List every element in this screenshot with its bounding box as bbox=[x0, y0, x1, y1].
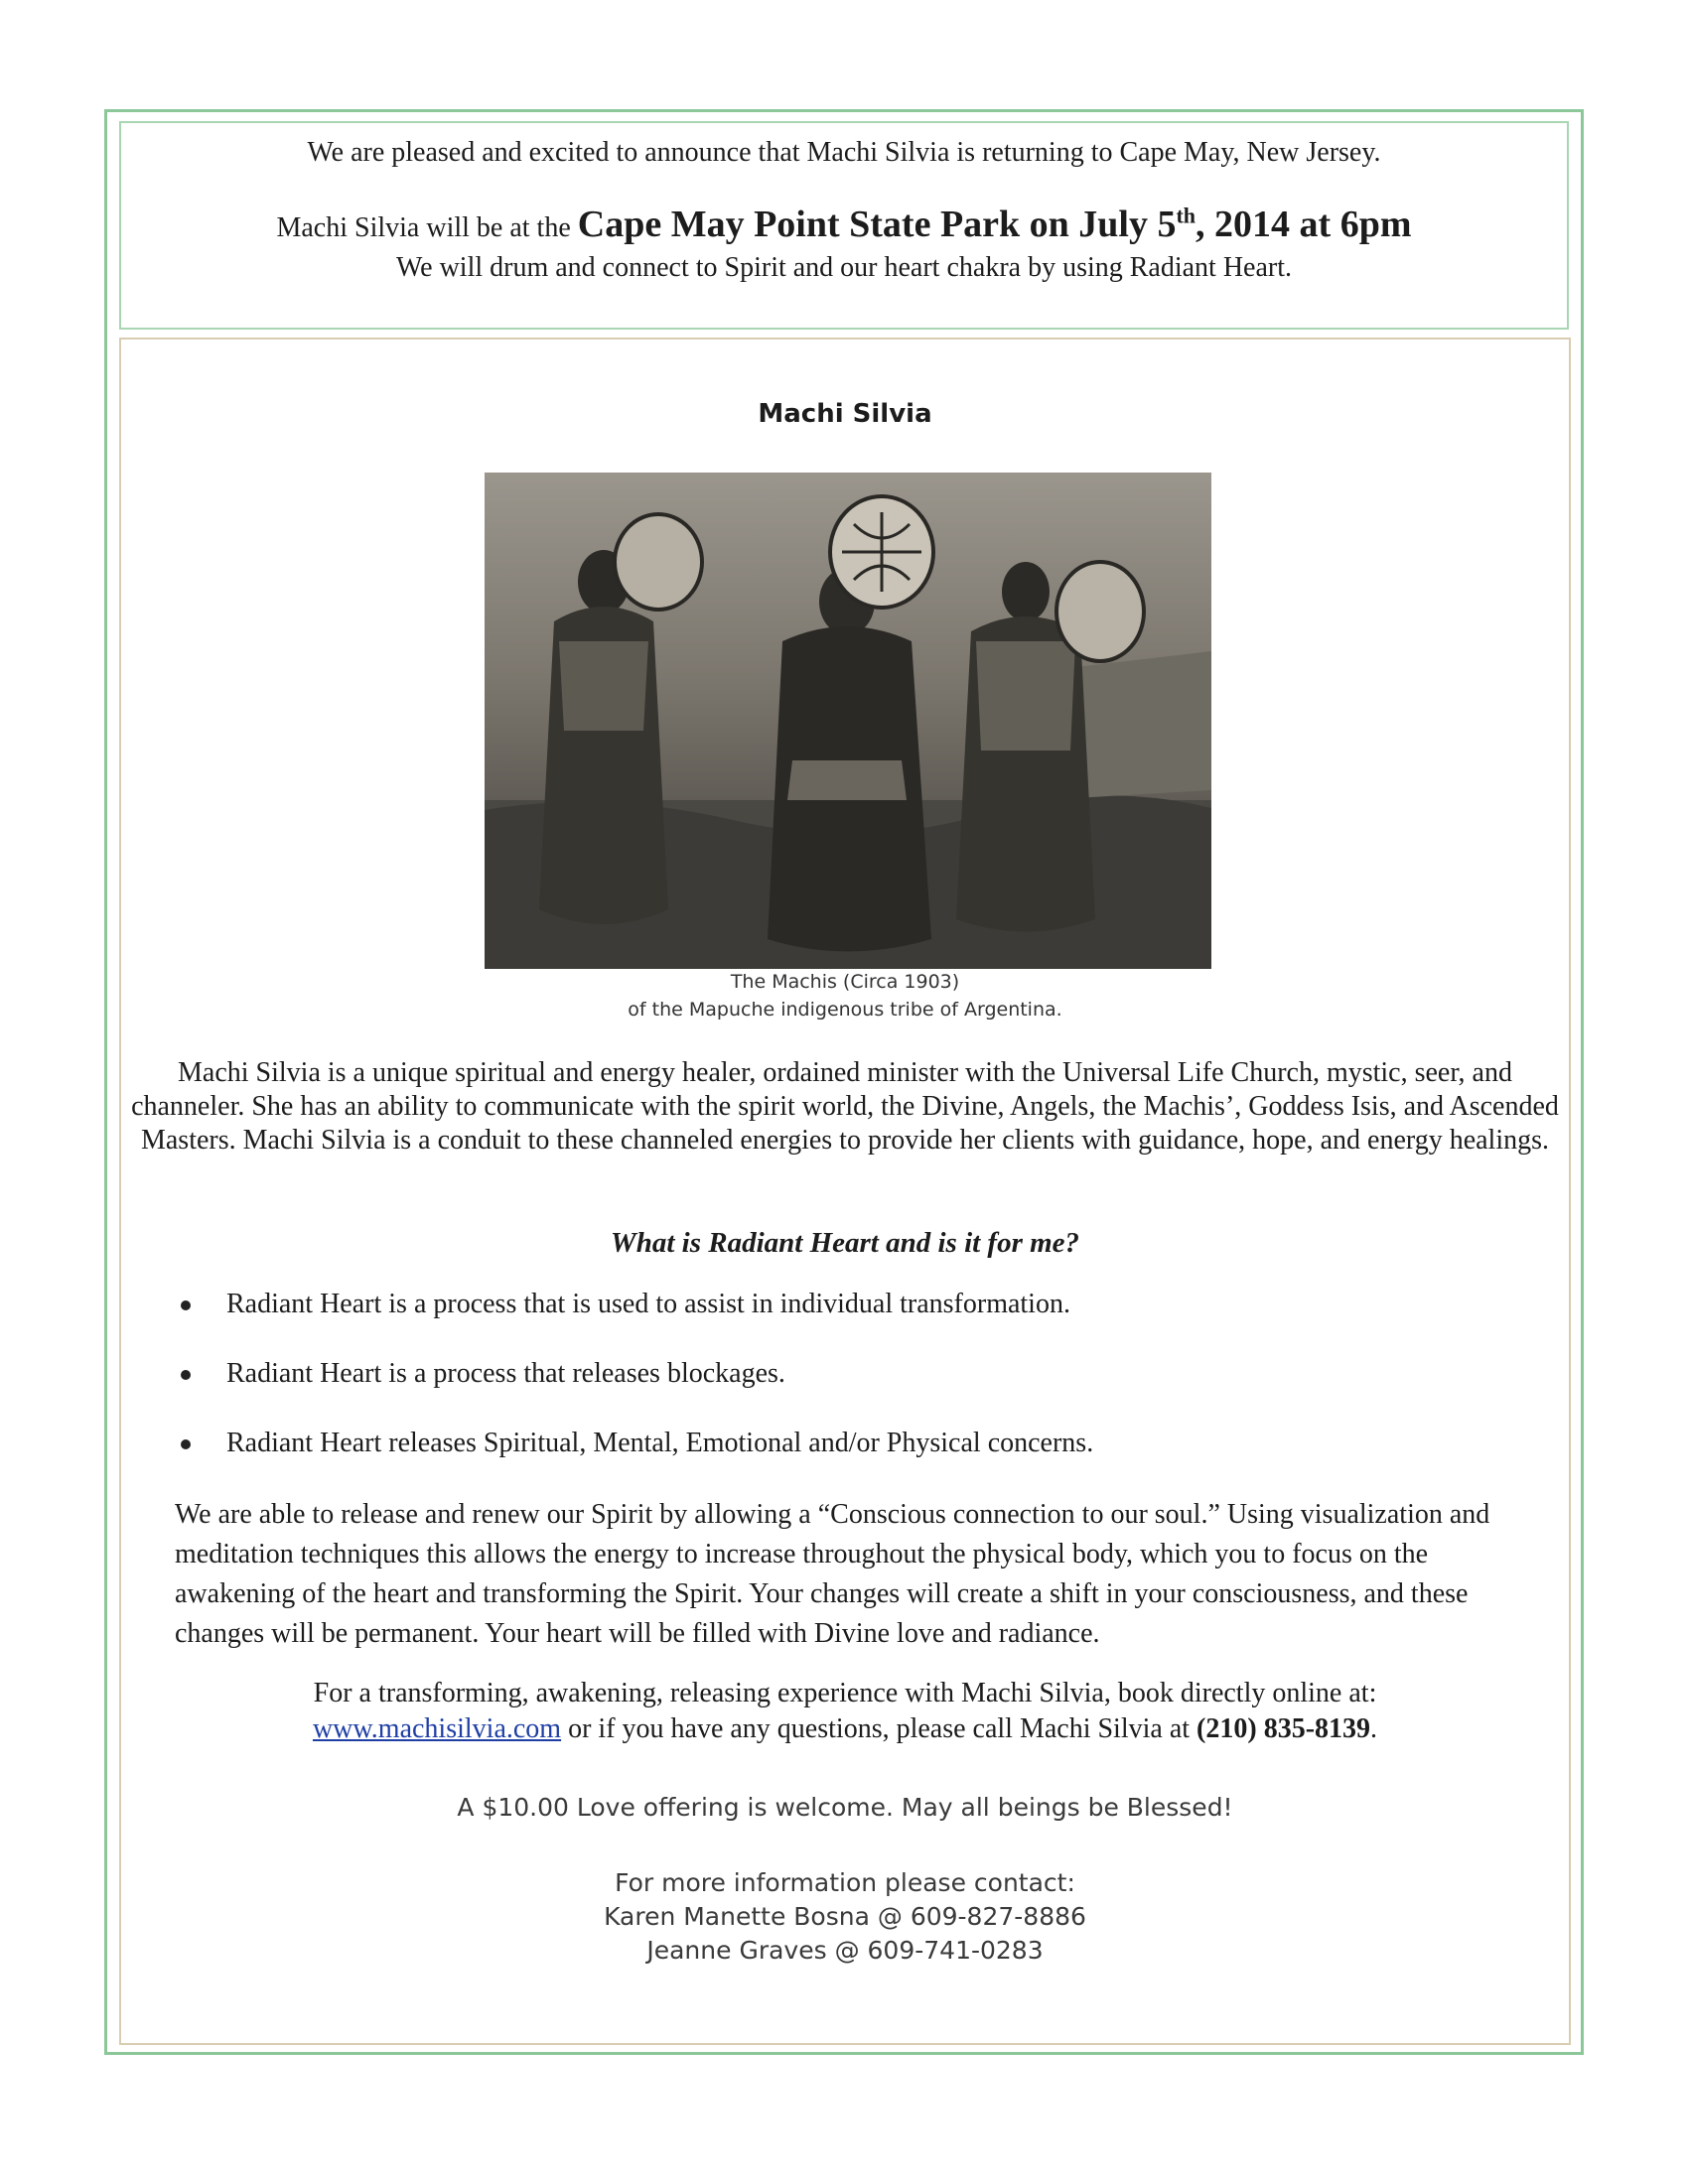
love-offering: A $10.00 Love offering is welcome. May all beings be Blessed! bbox=[457, 1793, 1233, 1822]
bullet-icon bbox=[181, 1370, 191, 1380]
booking-paragraph: For a transforming, awakening, releasing experience with Machi Silvia, book directly online at: www.machisilvia.com or if you have any questions, please call Machi Silvia at (210) 835-8139. bbox=[312, 1678, 1378, 1744]
booking-line1: For a transforming, awakening, releasing experience with Machi Silvia, book directly online at: bbox=[313, 1678, 1377, 1708]
announcement-box bbox=[119, 121, 1569, 330]
phone-number: (210) 835-8139 bbox=[1196, 1713, 1371, 1744]
list-item: Radiant Heart is a process that is used to assist in individual transformation. bbox=[181, 1289, 1093, 1358]
list-item: Radiant Heart is a process that releases blockages. bbox=[181, 1358, 1093, 1428]
machis-photo bbox=[485, 473, 1211, 969]
contact-jeanne: Jeanne Graves @ 609-741-0283 bbox=[646, 1936, 1044, 1965]
event-location-date: Cape May Point State Park on July 5th, 2014 at 6pm bbox=[577, 203, 1412, 245]
photo-caption-line2: of the Mapuche indigenous tribe of Argentina. bbox=[628, 999, 1062, 1021]
photo-caption-line1: The Machis (Circa 1903) bbox=[730, 971, 960, 993]
contact-karen: Karen Manette Bosna @ 609-827-8886 bbox=[604, 1902, 1086, 1931]
body-paragraph: We are able to release and renew our Spirit by allowing a “Conscious connection to our soul.” Using visualization and meditation techniques this allows the energy to increase throughout the physical body, which you to focus on the awakening of the heart and transforming the Spirit. Your changes will create a shift in your consciousness, and these changes will be permanent. Your heart will be filled with Divine love and radiance. bbox=[175, 1499, 1490, 1649]
radiant-heart-heading: What is Radiant Heart and is it for me? bbox=[610, 1227, 1080, 1259]
announcement-line2 bbox=[121, 203, 1567, 246]
main-content-box bbox=[119, 338, 1571, 2045]
announcement-line1: We are pleased and excited to announce that Machi Silvia is returning to Cape May, New Jersey. bbox=[307, 137, 1381, 168]
announcement-line2-prefix: Machi Silvia will be at the bbox=[276, 212, 578, 243]
photo-title: Machi Silvia bbox=[758, 399, 932, 429]
radiant-heart-list bbox=[181, 1289, 1093, 1497]
bullet-icon bbox=[181, 1300, 191, 1310]
list-item: Radiant Heart releases Spiritual, Mental, Emotional and/or Physical concerns. bbox=[181, 1428, 1093, 1497]
bullet-icon bbox=[181, 1439, 191, 1449]
intro-paragraph: Machi Silvia is a unique spiritual and energy healer, ordained minister with the Universal Life Church, mystic, seer, and channeler. She has an ability to communicate with the spirit world, the Divine, Angels, the Machis’, Goddess Isis, and Ascended Masters. Machi Silvia is a conduit to these channeled energies to provide her clients with guidance, hope, and energy healings. bbox=[131, 1057, 1559, 1156]
contact-heading: For more information please contact: bbox=[615, 1868, 1075, 1897]
website-link[interactable]: www.machisilvia.com bbox=[312, 1713, 562, 1744]
announcement-line3: We will drum and connect to Spirit and our heart chakra by using Radiant Heart. bbox=[395, 252, 1293, 283]
